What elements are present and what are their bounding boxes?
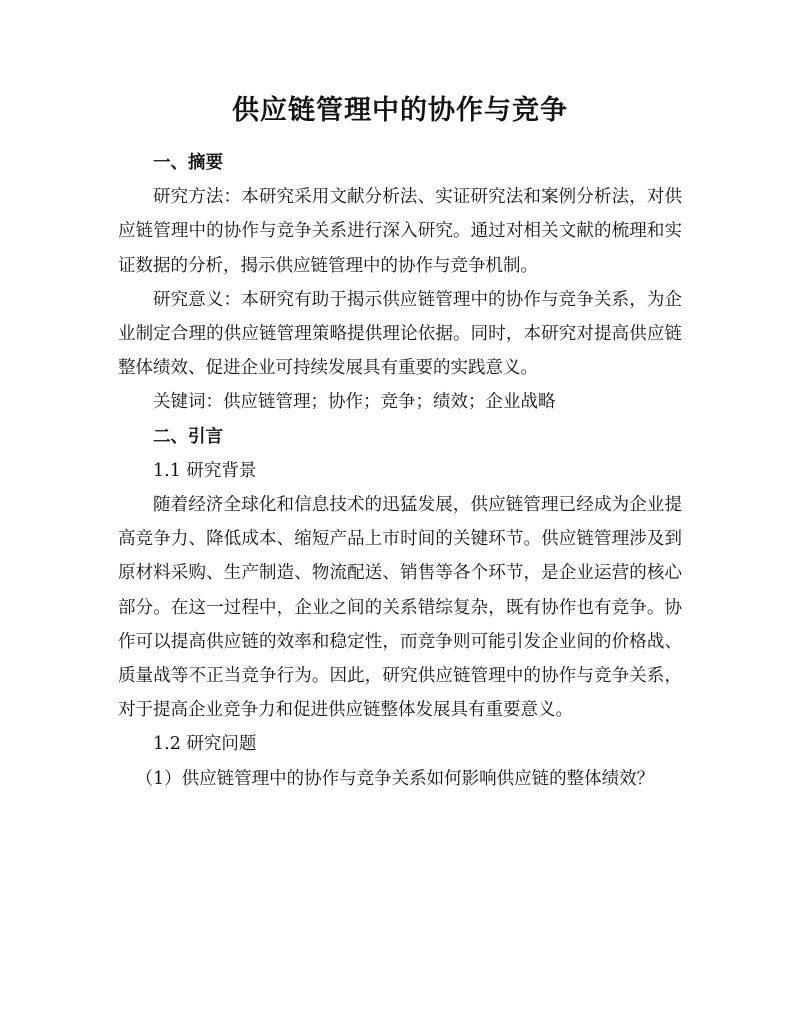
question-item-1: （1）供应链管理中的协作与竞争关系如何影响供应链的整体绩效？ (135, 768, 655, 789)
keywords-line: 关键词：供应链管理；协作；竞争；绩效；企业战略 (153, 392, 556, 413)
intro-heading: 二、引言 (153, 426, 223, 447)
abstract-significance-paragraph: 研究意义：本研究有助于揭示供应链管理中的协作与竞争关系，为企业制定合理的供应链管理策略提供理论依据。同时，本研究对提高供应链整体绩效、促进企业可持续发展具有重要的实践意义。 (118, 289, 682, 379)
background-heading: 1.1 研究背景 (153, 460, 257, 481)
background-paragraph: 随着经济全球化和信息技术的迅猛发展，供应链管理已经成为企业提高竞争力、降低成本、缩短产品上市时间的关键环节。供应链管理涉及到原材料采购、生产制造、物流配送、销售等各个环节，是企业运营的核心部分。在这一过程中，企业之间的关系错综复杂，既有协作也有竞争。协作可以提高供应链的效率和稳定性，而竞争则可能引发企业间的价格战、质量战等不正当竞争行为。因此，研究供应链管理中的协作与竞争关系，对于提高企业竞争力和促进供应链整体发展具有重要意义。 (118, 495, 682, 721)
document-title: 供应链管理中的协作与竞争 (232, 95, 568, 126)
question-heading: 1.2 研究问题 (153, 734, 257, 755)
abstract-heading: 一、摘要 (153, 153, 223, 173)
document-body (118, 146, 682, 796)
abstract-method-paragraph: 研究方法：本研究采用文献分析法、实证研究法和案例分析法，对供应链管理中的协作与竞争关系进行深入研究。通过对相关文献的梳理和实证数据的分析，揭示供应链管理中的协作与竞争机制。 (118, 187, 682, 276)
